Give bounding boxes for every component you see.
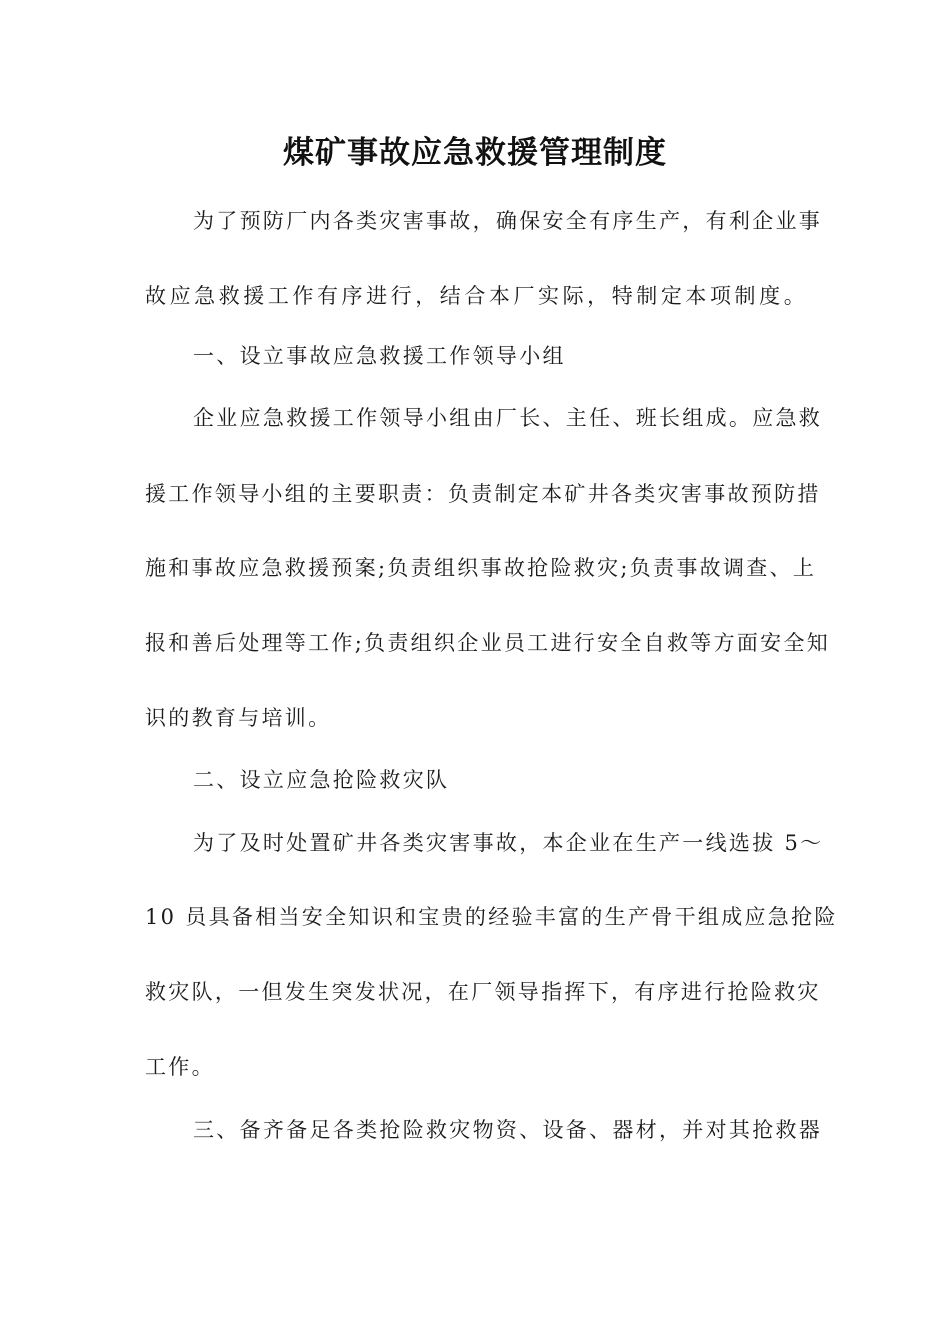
- section-heading: 一、设立事故应急救援工作领导小组: [193, 344, 566, 368]
- section-heading: 三、备齐备足各类抢险救灾物资、设备、器材，并对其抢救器: [193, 1118, 823, 1142]
- paragraph-line: 报和善后处理等工作;负责组织企业员工进行安全自救等方面安全知: [145, 631, 831, 655]
- paragraph-line: 援工作领导小组的主要职责：负责制定本矿井各类灾害事故预防措: [145, 482, 821, 506]
- paragraph-line: 故应急救援工作有序进行，结合本厂实际，特制定本项制度。: [145, 284, 807, 308]
- paragraph-line: 施和事故应急救援预案;负责组织事故抢险救灾;负责事故调查、上: [145, 556, 817, 580]
- section-heading: 二、设立应急抢险救灾队: [193, 768, 450, 792]
- paragraph-line: 10 员具备相当安全知识和宝贵的经验丰富的生产骨干组成应急抢险: [145, 905, 838, 929]
- paragraph-line: 企业应急救援工作领导小组由厂长、主任、班长组成。应急救: [193, 406, 823, 430]
- paragraph-line: 识的教育与培训。: [145, 706, 332, 730]
- document-title: 煤矿事故应急救援管理制度: [283, 135, 667, 171]
- paragraph-line: 救灾队，一但发生突发状况，在厂领导指挥下，有序进行抢险救灾: [145, 980, 821, 1004]
- paragraph-line: 为了及时处置矿井各类灾害事故，本企业在生产一线选拔 5～: [193, 831, 824, 855]
- paragraph-line: 为了预防厂内各类灾害事故，确保安全有序生产，有利企业事: [193, 209, 823, 233]
- paragraph-line: 工作。: [145, 1055, 215, 1079]
